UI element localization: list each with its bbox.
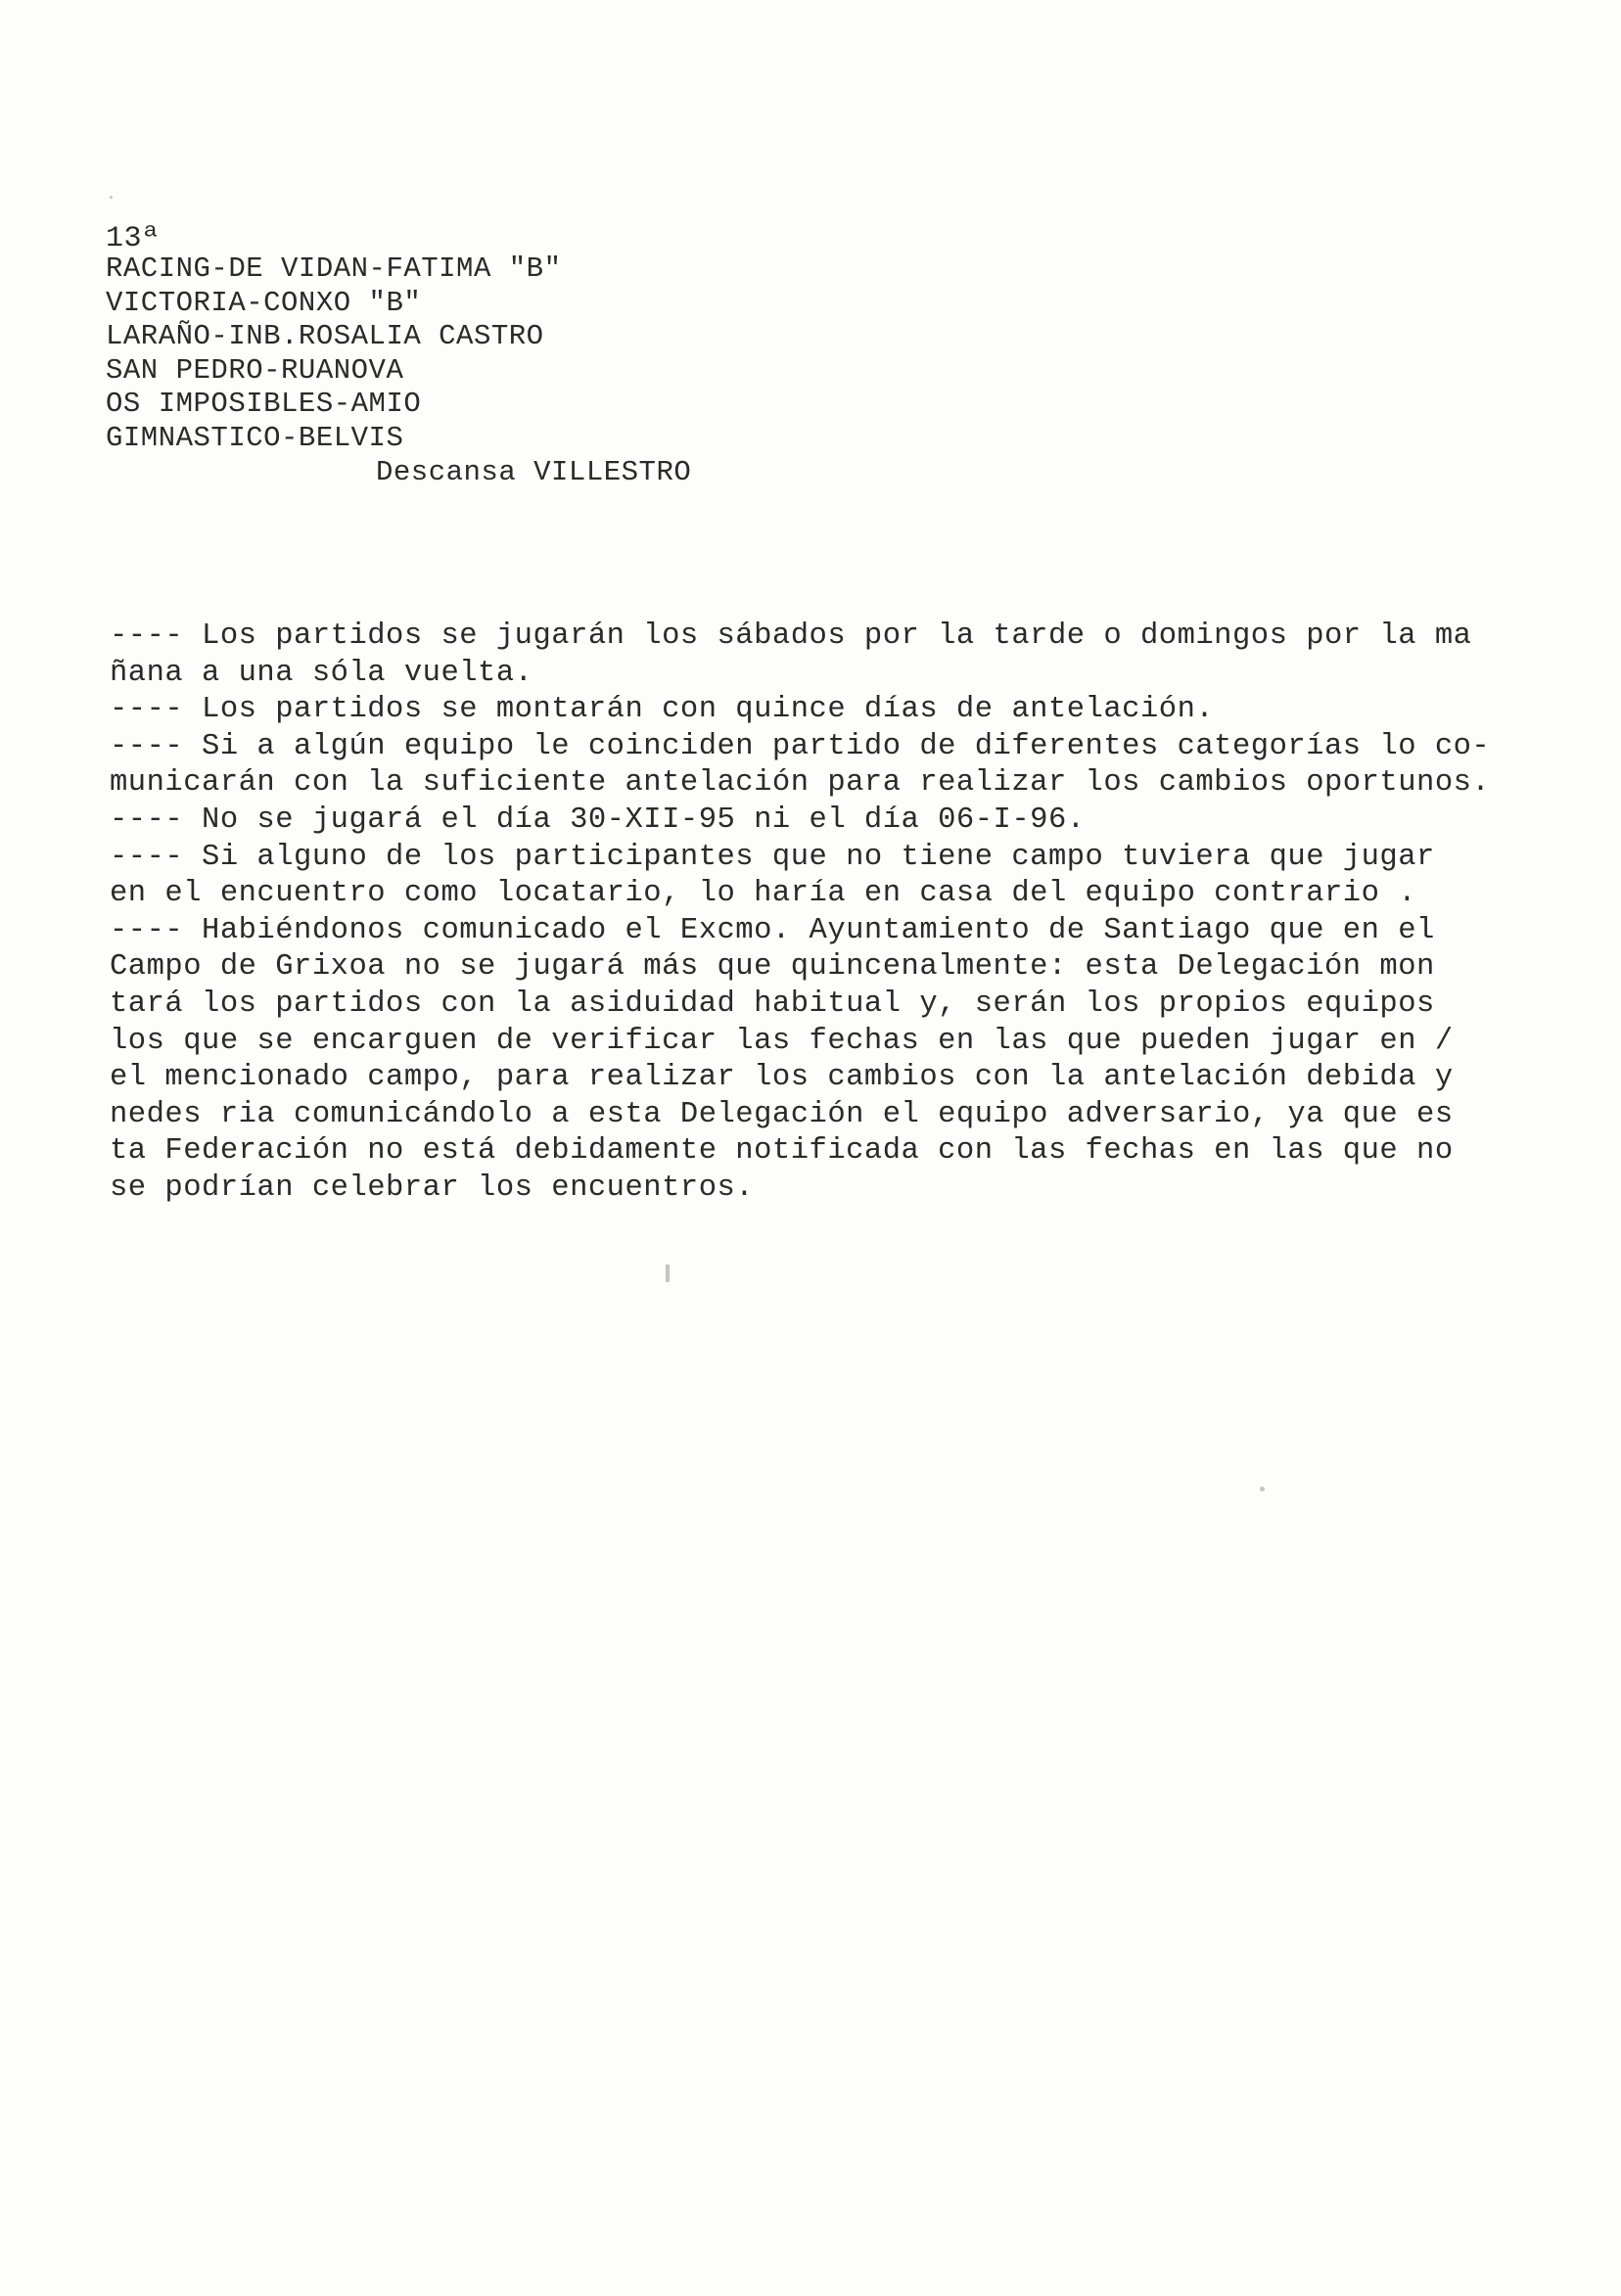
notes-line: ta Federación no está debidamente notificada con las fechas en las que no <box>110 1134 1454 1169</box>
notes-line: los que se encarguen de verificar las fechas en las que pueden jugar en / <box>110 1024 1454 1058</box>
notes-line: ---- Los partidos se montarán con quince días de antelación. <box>110 693 1215 727</box>
ink-speck <box>1260 1487 1265 1492</box>
match-item: RACING-DE VIDAN-FATIMA "B" <box>106 253 562 285</box>
notes-line: el mencionado campo, para realizar los cambios con la antelación debida y <box>110 1061 1454 1095</box>
notes-line: se podrían celebrar los encuentros. <box>110 1171 755 1205</box>
notes-line: ---- Los partidos se jugarán los sábados por la tarde o domingos por la ma <box>110 620 1472 653</box>
match-item: GIMNASTICO-BELVIS <box>106 421 404 454</box>
match-item: OS IMPOSIBLES-AMIO <box>106 388 422 420</box>
notes-line: ---- No se jugará el día 30-XII-95 ni el día 06-I-96. <box>110 803 1086 837</box>
notes-line: ñana a una sóla vuelta. <box>110 656 533 690</box>
match-item: SAN PEDRO-RUANOVA <box>106 353 404 387</box>
match-item: VICTORIA-CONXO "B" <box>106 286 422 319</box>
rest-team-line: Descansa VILLESTRO <box>376 456 692 488</box>
notes-line: municarán con la suficiente antelación para realizar los cambios oportunos. <box>110 766 1491 801</box>
ink-speck <box>110 196 113 199</box>
notes-line: tará los partidos con la asiduidad habitual y, serán los propios equipos <box>110 987 1435 1021</box>
notes-line: ---- Habiéndonos comunicado el Excmo. Ayuntamiento de Santiago que en el <box>110 913 1435 947</box>
round-number: 13ª <box>106 222 161 255</box>
notes-line: nedes ria comunicándolo a esta Delegación el equipo adversario, ya que es <box>110 1097 1454 1131</box>
notes-block <box>110 619 1598 1208</box>
match-list <box>106 253 561 455</box>
ink-speck <box>666 1264 670 1282</box>
notes-line: ---- Si alguno de los participantes que no tiene campo tuviera que jugar <box>110 840 1435 874</box>
match-item: LARAÑO-INB.ROSALIA CASTRO <box>106 320 544 352</box>
notes-line: en el encuentro como locatario, lo haría en casa del equipo contrario . <box>110 877 1417 911</box>
notes-line: Campo de Grixoa no se jugará más que quincenalmente: esta Delegación mon <box>110 950 1435 985</box>
notes-line: ---- Si a algún equipo le coinciden partido de diferentes categorías lo co- <box>110 729 1491 763</box>
